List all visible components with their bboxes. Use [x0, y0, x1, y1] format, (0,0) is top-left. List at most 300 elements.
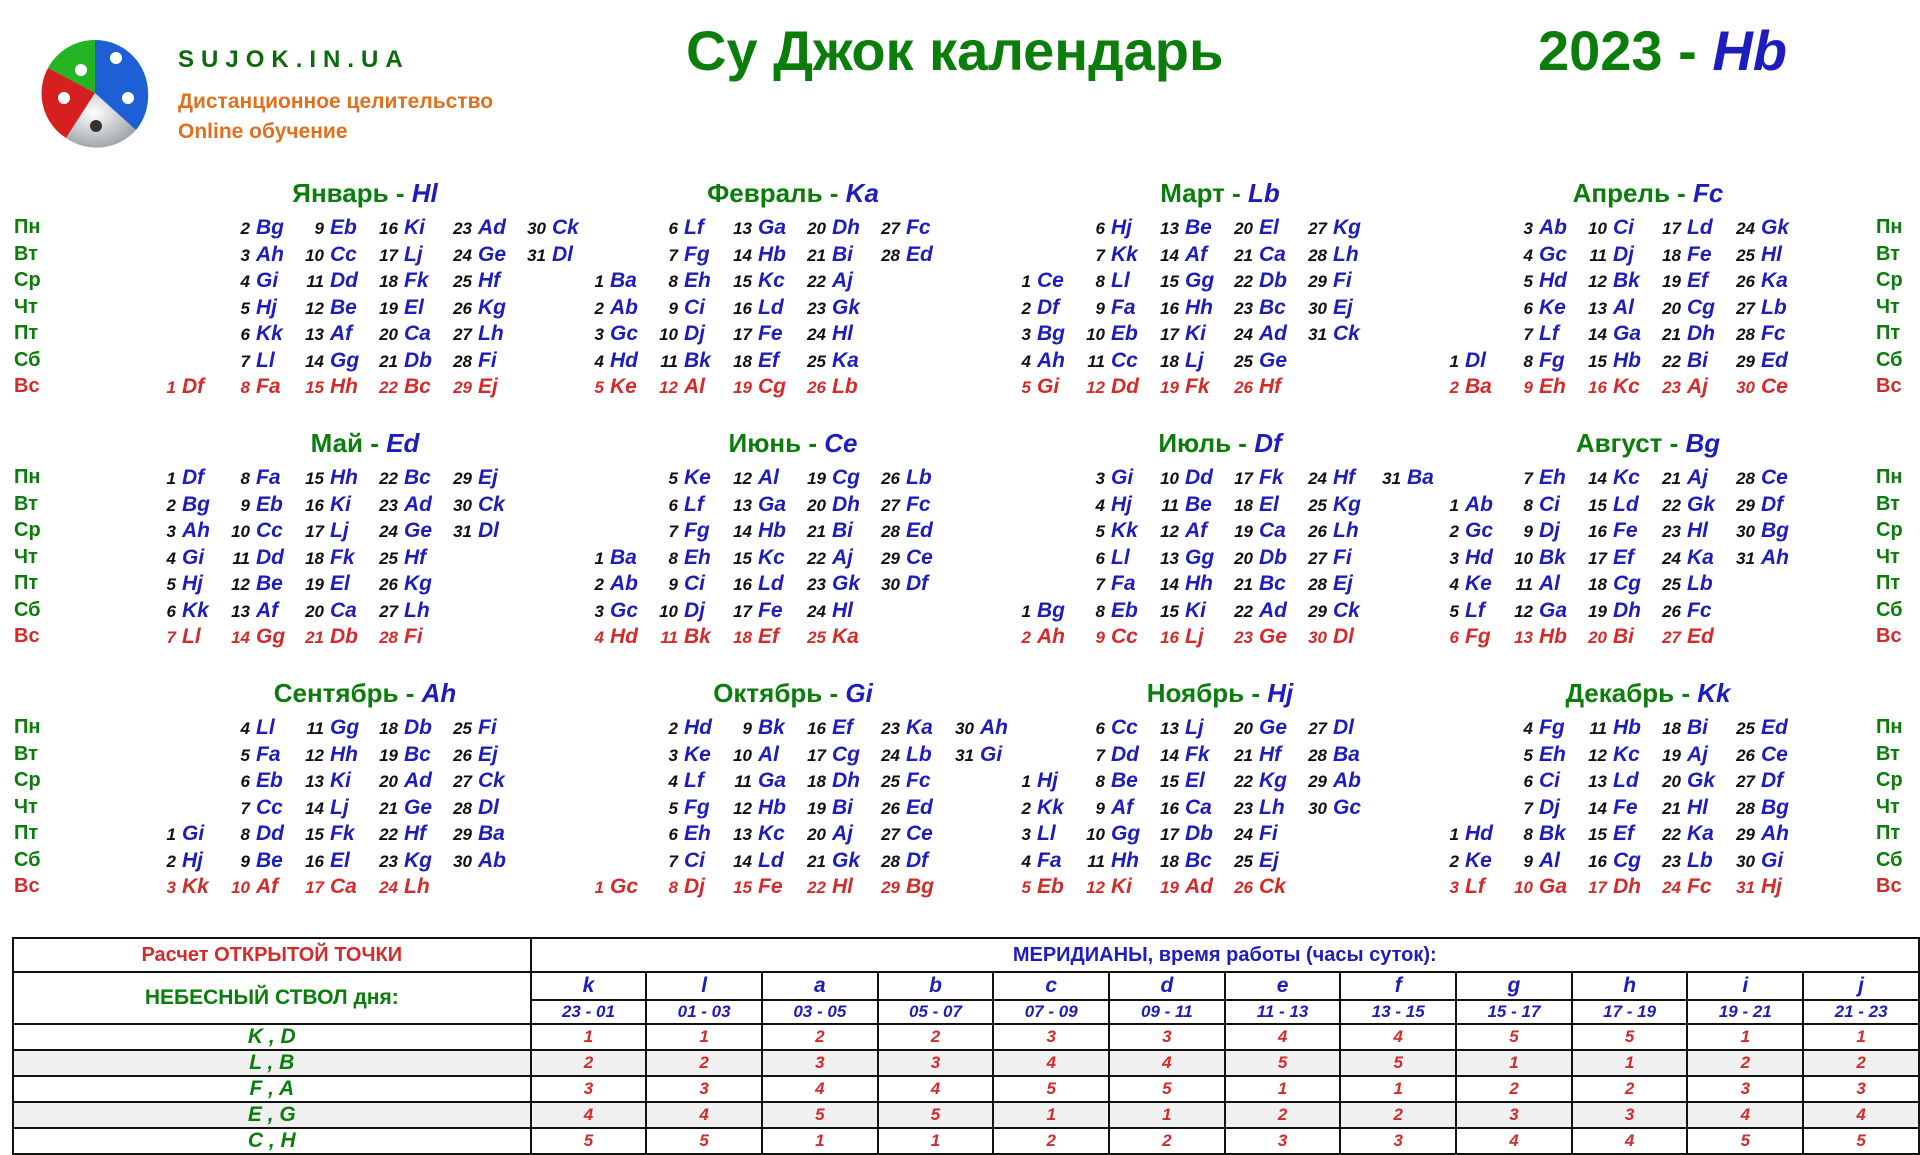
day-number: 20	[1234, 719, 1253, 738]
day-number: 12	[733, 798, 752, 818]
day-cell	[1153, 269, 1214, 293]
day-number: 6	[668, 495, 678, 515]
day-symbol: Hf	[1259, 742, 1282, 766]
week-row	[1005, 796, 1435, 823]
month-symbol: Hl	[411, 178, 438, 208]
month-symbol: Ed	[386, 428, 420, 458]
day-cell	[224, 243, 284, 267]
day-cell	[800, 625, 859, 649]
day-symbol: Fi	[404, 625, 423, 648]
day-cell	[578, 322, 638, 346]
day-number: 15	[1588, 351, 1607, 371]
day-number: 13	[1588, 772, 1607, 791]
day-number: 11	[1515, 575, 1533, 594]
day-number: 27	[379, 601, 398, 621]
day-symbol: Kg	[1333, 492, 1361, 516]
day-cell	[1301, 269, 1352, 293]
day-symbol: Ck	[1259, 875, 1286, 898]
month-days-grid	[1005, 216, 1435, 402]
day-symbol: Ed	[1687, 625, 1714, 648]
table-row	[13, 1024, 1919, 1050]
day-symbol: Hd	[1539, 269, 1567, 292]
day-symbol: Fc	[1687, 875, 1712, 898]
page-title: Су Джок календарь	[686, 19, 1224, 82]
day-symbol: Ld	[1613, 492, 1639, 516]
day-number: 29	[881, 878, 900, 897]
week-row	[1005, 769, 1435, 796]
open-point-value: 4	[1225, 1024, 1341, 1050]
day-symbol: Ba	[610, 269, 637, 292]
day-cell	[1729, 743, 1788, 767]
day-cell	[446, 822, 505, 846]
day-number: 8	[240, 825, 250, 844]
day-number: 30	[453, 495, 472, 515]
day-number: 27	[881, 219, 900, 238]
day-cell	[1227, 216, 1279, 240]
day-cell	[726, 349, 779, 373]
meridian-time: 05 - 07	[878, 1000, 994, 1024]
day-cell	[1079, 296, 1136, 320]
day-number: 6	[668, 825, 678, 844]
day-symbol: Ka	[832, 348, 859, 372]
day-cell	[298, 875, 357, 899]
open-point-value: 5	[1340, 1050, 1456, 1076]
day-number: 30	[453, 851, 472, 871]
day-symbol: Al	[1613, 295, 1634, 319]
day-symbol: Dh	[1613, 875, 1641, 898]
day-number: 18	[379, 719, 398, 738]
day-cell	[1729, 796, 1789, 820]
day-cell	[800, 796, 853, 820]
day-number: 19	[379, 745, 398, 765]
day-number: 25	[807, 351, 826, 371]
weekday-label: Сб	[1876, 348, 1903, 371]
day-cell	[1729, 546, 1789, 570]
day-cell	[1581, 216, 1634, 240]
day-number: 4	[668, 772, 678, 791]
day-number: 18	[1662, 719, 1681, 738]
day-number: 3	[1523, 219, 1533, 238]
day-number: 26	[1234, 378, 1253, 397]
open-point-value: 2	[1340, 1102, 1456, 1128]
day-number: 15	[1160, 272, 1179, 291]
day-cell	[1079, 849, 1139, 873]
day-cell	[150, 822, 204, 846]
day-symbol: Hd	[684, 716, 712, 739]
day-cell	[1227, 796, 1285, 820]
day-symbol: Kg	[478, 295, 506, 319]
day-number: 3	[1449, 548, 1459, 568]
day-number: 24	[453, 245, 472, 265]
day-symbol: Gk	[1687, 769, 1716, 792]
open-point-value: 3	[1572, 1102, 1688, 1128]
day-cell	[1301, 743, 1360, 767]
day-cell	[1655, 493, 1715, 517]
weekday-label: Пт	[14, 322, 39, 344]
day-cell	[1655, 743, 1708, 767]
day-symbol: Bg	[1761, 519, 1789, 542]
day-cell	[372, 716, 432, 740]
open-point-value: 1	[1687, 1024, 1803, 1050]
day-symbol: Hf	[478, 269, 501, 292]
day-cell	[1655, 296, 1715, 320]
day-number: 2	[1021, 298, 1031, 318]
day-number: 10	[733, 745, 752, 765]
day-cell	[874, 466, 932, 490]
day-symbol: Af	[256, 598, 279, 622]
week-row	[1433, 875, 1863, 902]
day-number: 15	[1588, 825, 1607, 844]
week-row	[1005, 216, 1435, 243]
day-cell	[1655, 216, 1713, 240]
day-cell	[298, 625, 358, 649]
day-number: 10	[1086, 325, 1105, 344]
day-number: 17	[305, 522, 324, 541]
day-symbol: Ah	[980, 716, 1008, 739]
day-cell	[1655, 375, 1708, 399]
day-cell	[1655, 599, 1712, 623]
day-cell	[1153, 216, 1212, 240]
day-cell	[1581, 572, 1641, 596]
day-number: 20	[807, 219, 826, 238]
open-point-value: 1	[1109, 1102, 1225, 1128]
month-title	[1433, 178, 1863, 209]
open-point-value: 2	[646, 1050, 762, 1076]
day-cell	[372, 875, 430, 899]
week-row	[578, 796, 1008, 823]
day-symbol: Ge	[478, 242, 507, 266]
year-title	[1538, 18, 1787, 83]
week-row	[1005, 743, 1435, 770]
day-cell	[578, 625, 638, 649]
day-cell	[1005, 849, 1062, 873]
weekday-label: Ср	[1876, 269, 1903, 291]
meridian-key: c	[993, 972, 1109, 1000]
day-cell	[1581, 322, 1641, 346]
day-symbol: Eb	[1111, 322, 1138, 345]
day-symbol: Bc	[404, 466, 431, 489]
day-cell	[1581, 625, 1634, 649]
day-number: 27	[1308, 219, 1327, 238]
day-cell	[1301, 243, 1359, 267]
day-cell	[800, 269, 853, 293]
day-number: 14	[733, 851, 752, 871]
day-number: 9	[1523, 851, 1533, 871]
day-number: 16	[1588, 378, 1607, 397]
day-number: 29	[1736, 495, 1755, 515]
day-symbol: Ke	[684, 466, 711, 489]
day-cell	[1655, 796, 1708, 820]
day-cell	[1729, 375, 1788, 399]
open-point-value: 3	[1803, 1076, 1919, 1102]
day-number: 19	[1160, 878, 1179, 897]
day-cell	[446, 243, 506, 267]
day-number: 10	[1160, 469, 1179, 488]
week-row	[578, 716, 1008, 743]
day-symbol: Ej	[1333, 295, 1353, 319]
day-number: 9	[1523, 378, 1533, 397]
day-cell	[1079, 269, 1130, 293]
day-number: 13	[1160, 219, 1179, 238]
day-cell	[372, 796, 432, 820]
weekday-label: Сб	[14, 598, 41, 621]
day-number: 18	[1160, 351, 1179, 371]
open-point-value: 5	[1109, 1076, 1225, 1102]
meridian-time: 21 - 23	[1803, 1000, 1919, 1024]
day-number: 26	[1234, 878, 1253, 897]
day-cell	[1301, 625, 1354, 649]
day-number: 6	[240, 772, 250, 791]
day-number: 11	[1589, 719, 1607, 738]
day-cell	[1153, 822, 1213, 846]
day-number: 25	[1736, 719, 1755, 738]
day-symbol: Eh	[684, 545, 711, 569]
day-cell	[446, 466, 498, 490]
day-symbol: Db	[1259, 269, 1287, 292]
day-cell	[948, 743, 1002, 767]
day-number: 5	[1021, 878, 1031, 897]
week-row	[1433, 743, 1863, 770]
day-symbol: Lb	[906, 742, 932, 766]
day-number: 16	[1160, 298, 1179, 318]
day-symbol: Kc	[758, 822, 785, 845]
day-symbol: Kk	[256, 322, 283, 345]
weekday-label: Вс	[14, 625, 40, 647]
day-number: 14	[1588, 798, 1607, 818]
day-number: 30	[955, 719, 974, 738]
day-symbol: Ad	[1259, 598, 1287, 622]
day-number: 20	[807, 825, 826, 844]
week-row	[578, 822, 1008, 849]
day-symbol: Ci	[1613, 216, 1634, 239]
day-number: 9	[668, 575, 678, 594]
day-symbol: Ed	[906, 795, 933, 819]
day-symbol: Cg	[1613, 848, 1641, 872]
day-cell	[224, 546, 284, 570]
day-number: 25	[1736, 245, 1755, 265]
day-cell	[1729, 296, 1787, 320]
day-number: 5	[240, 745, 250, 765]
day-symbol: Hj	[182, 572, 203, 595]
month-days-grid	[578, 216, 1008, 402]
day-symbol: Ca	[1185, 795, 1212, 819]
open-point-value: 1	[878, 1128, 994, 1154]
day-symbol: Ll	[1037, 822, 1056, 845]
day-cell	[800, 243, 853, 267]
day-number: 11	[660, 628, 678, 647]
day-number: 19	[1662, 745, 1681, 765]
day-number: 9	[1095, 798, 1105, 818]
day-cell	[372, 743, 431, 767]
day-cell	[446, 743, 498, 767]
day-cell	[652, 243, 710, 267]
day-cell	[652, 546, 711, 570]
day-number: 26	[453, 298, 472, 318]
week-row	[150, 546, 580, 573]
day-number: 22	[379, 378, 398, 397]
day-number: 16	[379, 219, 398, 238]
day-number: 30	[1736, 851, 1755, 871]
week-row	[150, 875, 580, 902]
day-cell	[652, 769, 704, 793]
day-symbol: Ki	[330, 492, 351, 516]
day-symbol: Ki	[330, 769, 351, 792]
day-cell	[1227, 493, 1279, 517]
open-point-value: 1	[531, 1024, 647, 1050]
day-symbol: Aj	[832, 269, 853, 292]
day-number: 2	[1449, 851, 1459, 871]
day-number: 14	[305, 351, 324, 371]
open-point-value: 4	[762, 1076, 878, 1102]
day-symbol: Hd	[1465, 822, 1493, 845]
day-symbol: Eh	[1539, 375, 1566, 398]
day-symbol: Bk	[1539, 822, 1566, 845]
week-row	[1005, 375, 1435, 402]
site-name[interactable]: SUJOK.IN.UA	[178, 46, 410, 73]
day-symbol: Cc	[256, 795, 283, 819]
weekday-label: Чт	[14, 295, 38, 318]
day-symbol: Hj	[1037, 769, 1058, 792]
day-symbol: Ld	[758, 572, 784, 595]
month-block	[150, 428, 580, 668]
day-cell	[1153, 546, 1214, 570]
week-row	[578, 296, 1008, 323]
day-symbol: Dd	[1111, 375, 1139, 398]
day-cell	[1227, 296, 1286, 320]
meridian-key: k	[531, 972, 647, 1000]
day-symbol: Ke	[684, 742, 711, 766]
open-point-value: 1	[1340, 1076, 1456, 1102]
day-cell	[1227, 769, 1287, 793]
day-number: 29	[881, 548, 900, 568]
day-symbol: Ll	[1111, 269, 1130, 292]
week-row	[1433, 599, 1863, 626]
day-symbol: Df	[1761, 769, 1784, 792]
day-number: 15	[1588, 495, 1607, 515]
day-cell	[224, 875, 278, 899]
day-symbol: Ad	[404, 492, 432, 516]
day-cell	[652, 375, 705, 399]
day-symbol: Aj	[832, 545, 853, 569]
day-cell	[1507, 269, 1567, 293]
day-number: 4	[240, 719, 250, 738]
day-symbol: Ci	[684, 572, 705, 595]
day-cell	[224, 493, 283, 517]
week-row	[1433, 493, 1863, 520]
day-symbol: Ge	[404, 795, 433, 819]
open-point-value: 5	[1687, 1128, 1803, 1154]
day-cell	[800, 769, 860, 793]
month-days-grid	[150, 216, 580, 402]
day-number: 12	[1588, 745, 1607, 765]
day-symbol: Hj	[182, 848, 203, 872]
day-symbol: Ad	[478, 216, 506, 239]
day-symbol: Ej	[1259, 848, 1279, 872]
day-symbol: Ab	[610, 295, 638, 319]
month-name: Июль -	[1158, 428, 1255, 458]
day-symbol: Gk	[832, 572, 861, 595]
day-symbol: Hj	[1111, 216, 1132, 239]
day-number: 11	[1087, 851, 1105, 871]
day-cell	[298, 296, 357, 320]
day-symbol: Hh	[1111, 848, 1139, 872]
day-number: 23	[453, 219, 472, 238]
day-symbol: Ki	[1185, 322, 1206, 345]
day-symbol: Cc	[1111, 348, 1138, 372]
day-cell	[874, 493, 931, 517]
open-point-value: 2	[531, 1050, 647, 1076]
day-symbol: Lj	[1185, 348, 1204, 372]
day-symbol: Hh	[330, 742, 358, 766]
day-number: 21	[807, 851, 826, 871]
day-cell	[1079, 875, 1132, 899]
open-point-value: 5	[878, 1102, 994, 1128]
day-symbol: Kg	[1259, 769, 1287, 792]
day-number: 28	[881, 522, 900, 541]
day-symbol: Hl	[1687, 519, 1708, 542]
day-symbol: Ci	[1539, 769, 1560, 792]
day-symbol: Lh	[478, 322, 504, 345]
day-symbol: El	[330, 848, 350, 872]
day-cell	[1079, 349, 1138, 373]
week-row	[150, 493, 580, 520]
day-number: 22	[1662, 825, 1681, 844]
day-symbol: Db	[404, 716, 432, 739]
day-symbol: Gk	[1761, 216, 1790, 239]
day-number: 22	[807, 878, 826, 897]
day-symbol: Ej	[478, 742, 498, 766]
day-number: 24	[1662, 548, 1681, 568]
day-cell	[1655, 875, 1712, 899]
day-cell	[1507, 625, 1567, 649]
day-symbol: Db	[1259, 545, 1287, 569]
day-number: 24	[1308, 469, 1327, 488]
day-cell	[1433, 822, 1493, 846]
day-cell	[726, 546, 785, 570]
day-number: 21	[1234, 745, 1253, 765]
day-number: 17	[1588, 548, 1607, 568]
day-cell	[1507, 296, 1566, 320]
day-symbol: Dh	[1687, 322, 1715, 345]
day-symbol: Gc	[610, 598, 639, 622]
day-cell	[652, 796, 710, 820]
week-row	[1005, 599, 1435, 626]
day-cell	[1729, 269, 1788, 293]
day-number: 20	[305, 601, 324, 621]
day-cell	[446, 349, 497, 373]
week-row	[150, 822, 580, 849]
day-symbol: Hf	[404, 545, 427, 569]
day-cell	[1301, 769, 1361, 793]
day-cell	[1655, 716, 1708, 740]
day-number: 21	[379, 351, 398, 371]
weekday-label: Чт	[14, 795, 38, 818]
day-cell	[1581, 349, 1641, 373]
day-cell	[1655, 269, 1708, 293]
day-cell	[298, 716, 359, 740]
day-cell	[1005, 349, 1065, 373]
day-number: 27	[1736, 298, 1755, 318]
week-row	[578, 546, 1008, 573]
day-symbol: Ad	[1185, 875, 1213, 898]
day-symbol: Fg	[1465, 625, 1491, 648]
day-cell	[1079, 322, 1138, 346]
day-symbol: Lj	[1185, 716, 1204, 739]
day-symbol: Hh	[330, 466, 358, 489]
day-cell	[726, 875, 783, 899]
week-row	[1005, 269, 1435, 296]
day-symbol: Bi	[832, 242, 853, 266]
